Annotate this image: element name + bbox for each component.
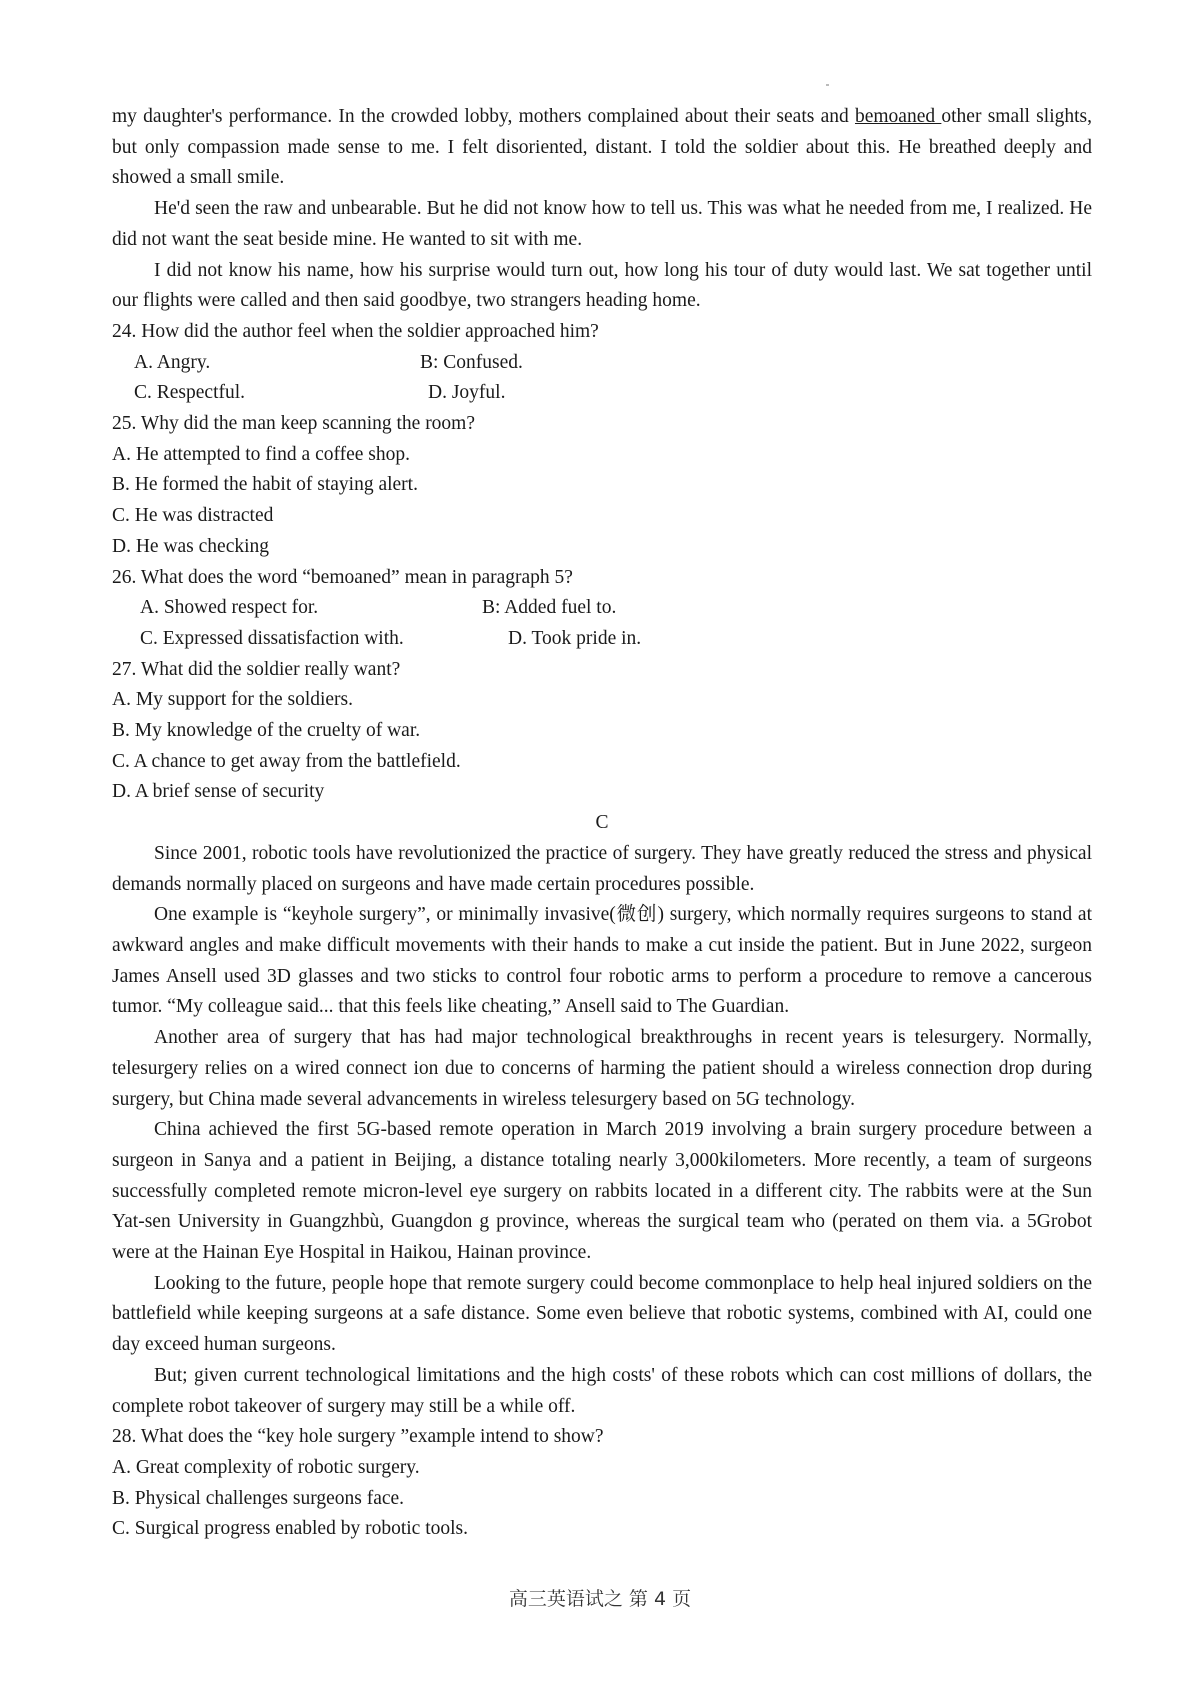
option-row xyxy=(112,348,1092,379)
passage-b-paragraph: I did not know his name, how his surprise would turn out, how long his tour of duty would last. We sat together until our flights were called and then said goodbye, two strangers heading home. xyxy=(112,259,1092,312)
option: B. My knowledge of the cruelty of war. xyxy=(112,720,421,742)
passage-c-paragraph: Another area of surgery that has had major technological breakthroughs in recent years is telesurgery. Normally, telesurgery relies on a wired connect ion due to concerns of harming the patient should a wireless connection drop during surgery, but China made several advancements in wireless telesurgery based on 5G technology. xyxy=(112,1027,1092,1110)
question-stem: 26. What does the word “bemoaned” mean in paragraph 5? xyxy=(112,566,573,588)
passage-c-paragraph: Looking to the future, people hope that remote surgery could become commonplace to help heal injured soldiers on the battlefield while keeping surgeons at a safe distance. Some even believe that robotic systems, combined with AI, could one day exceed human surgeons. xyxy=(112,1272,1092,1356)
option-row xyxy=(112,593,1092,624)
question-stem: 28. What does the “key hole surgery ”example intend to show? xyxy=(112,1426,604,1448)
passage-c-paragraph: One example is “keyhole surgery”, or minimally invasive(微创) surgery, which normally requires surgeons to stand at awkward angles and make difficult movements with their hands to make a cut inside the patient. But in June 2022, surgeon James Ansell used 3D glasses and two sticks to control four robotic arms to perform a procedure to remove a cancerous tumor. “My colleague said... that this feels like cheating,” Ansell said to The Guardian. xyxy=(112,904,1092,1018)
passage-c-paragraph: China achieved the first 5G-based remote operation in March 2019 involving a brain surgery procedure between a surgeon in Sanya and a patient in Beijing, a distance totaling nearly 3,000kilometers. More recently, a team of surgeons successfully completed remote micron-level eye surgery on rabbits located in a different city. The rabbits were at the Sun Yat-sen University in Guangzhbù, Guangdon g province, whereas the surgical team who (perated on them via. a 5Grobot were at the Hainan Eye Hospital in Haikou, Hainan province. xyxy=(112,1119,1092,1264)
option: D. Joyful. xyxy=(428,382,506,404)
option: B: Confused. xyxy=(420,351,523,373)
option: C. A chance to get away from the battlefield. xyxy=(112,750,461,772)
option-row xyxy=(112,378,1092,409)
option: B. He formed the habit of staying alert. xyxy=(112,474,418,496)
section-heading: C xyxy=(595,812,609,834)
option: D. A brief sense of security xyxy=(112,781,325,803)
passage-b-paragraph: He'd seen the raw and unbearable. But he did not know how to tell us. This was what he needed from me, I realized. He did not want the seat beside mine. He wanted to sit with me. xyxy=(112,198,1092,250)
option: A. Showed respect for. xyxy=(140,597,319,619)
option: C. Respectful. xyxy=(134,382,246,404)
scan-speck xyxy=(826,84,829,86)
option-row xyxy=(112,624,1092,655)
option: A. Great complexity of robotic surgery. xyxy=(112,1456,420,1478)
passage-c-paragraph: Since 2001, robotic tools have revolutionized the practice of surgery. They have greatly reduced the stress and physical demands normally placed on surgeons and have made certain procedures possible. xyxy=(112,842,1092,895)
option: B. Physical challenges surgeons face. xyxy=(112,1487,405,1509)
question-stem: 27. What did the soldier really want? xyxy=(112,658,401,680)
option: B: Added fuel to. xyxy=(482,597,617,619)
text-span: my daughter's performance. In the crowded lobby, mothers complained about their seats and xyxy=(112,106,855,127)
passage-b-paragraph xyxy=(112,102,1092,194)
option: A. My support for the soldiers. xyxy=(112,689,354,711)
option: A. Angry. xyxy=(134,351,211,373)
passage-c-paragraph: But; given current technological limitations and the high costs' of these robots which can cost millions of dollars, the complete robot takeover of surgery may still be a while off. xyxy=(112,1364,1092,1417)
option: C. Expressed dissatisfaction with. xyxy=(140,627,404,649)
option: C. He was distracted xyxy=(112,505,274,527)
exam-page xyxy=(112,102,1092,1545)
underlined-word: bemoaned xyxy=(854,106,942,127)
question-stem: 25. Why did the man keep scanning the room? xyxy=(112,413,476,435)
option: D. He was checking xyxy=(112,535,270,557)
option: C. Surgical progress enabled by robotic tools. xyxy=(112,1518,468,1540)
option: D. Took pride in. xyxy=(508,627,642,649)
page-footer: 高三英语试之 第 4 页 xyxy=(508,1588,692,1610)
text-span: other small slights, but only compassion made sense to me. I felt disoriented, distant. I told the soldier about this. He breathed deeply and showed a small smile. xyxy=(112,106,1092,189)
option: A. He attempted to find a coffee shop. xyxy=(112,443,411,465)
question-stem: 24. How did the author feel when the soldier approached him? xyxy=(112,320,599,342)
